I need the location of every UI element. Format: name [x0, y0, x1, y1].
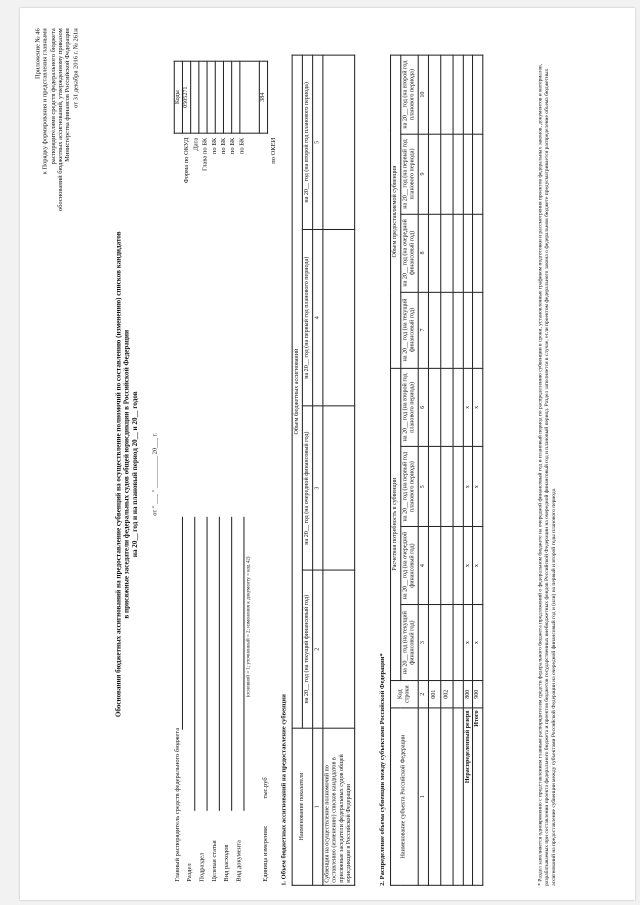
s1-cell: [323, 570, 355, 728]
x-mark: x: [463, 447, 473, 527]
appendix-line: распорядителями средств федерального бюджета: [49, 28, 57, 165]
s2-cell: [428, 292, 440, 368]
bk-label: по БК: [229, 137, 237, 155]
s2-cell: [453, 708, 463, 885]
s2-num: 10: [418, 55, 428, 134]
s2-num: 6: [418, 368, 428, 447]
s1-num: 5: [312, 55, 322, 229]
field-row: [174, 517, 183, 882]
s2-cell: [473, 292, 483, 368]
s2-cell: [440, 708, 452, 885]
okud-label: Форма по ОКУД: [182, 137, 191, 184]
s2-col-name: Наименование субъекта Российской Федерации: [391, 708, 418, 885]
s2-col-code: Код строки: [391, 681, 418, 708]
s2-cell: [428, 708, 440, 885]
date-label: Дата: [192, 137, 200, 151]
field-label: Вид расходов: [222, 844, 231, 882]
s2-num: 8: [418, 214, 428, 292]
s2-col7: на 20__ год (на текущий финансовый год): [401, 292, 418, 368]
s1-num: 4: [312, 230, 322, 406]
s2-cell: [473, 134, 483, 214]
field-row: [211, 517, 220, 882]
total-label: Итого: [473, 708, 483, 885]
s2-num: 3: [418, 605, 428, 681]
s2-col8: на 20__ год (на очередной финансовый год): [401, 214, 418, 292]
s2-cell: [453, 55, 463, 134]
s1-col5: на 20__ год (на второй год планового периода): [302, 55, 312, 229]
s2-cell: [428, 134, 440, 214]
total-code: 900: [473, 681, 483, 708]
title-line-3: на 20__ год и на плановый период 20__ и 20__ годов: [130, 391, 139, 558]
code-cell: [240, 61, 259, 133]
bk-label: по БК: [210, 137, 218, 155]
s2-group-need: Расчетная потребность в субвенции: [391, 368, 401, 681]
s2-cell: [473, 55, 483, 134]
s2-row-code: 002: [440, 681, 452, 708]
document-title: [114, 79, 139, 870]
s2-cell: [453, 681, 463, 708]
s2-cell: [440, 368, 452, 447]
codes-table: [174, 61, 268, 134]
section2-table: [390, 55, 484, 886]
s2-col5: на 20__ год (на первый год планового периода): [401, 447, 418, 527]
s2-cell: [473, 214, 483, 292]
s2-cell: [440, 134, 452, 214]
field-label: Целевая статья: [210, 840, 218, 882]
field-label: Вид документа: [235, 840, 243, 882]
x-mark: x: [463, 527, 473, 605]
x-mark: x: [463, 368, 473, 447]
s2-num: 9: [418, 134, 428, 214]
x-mark: x: [463, 605, 473, 681]
title-line-2: в присяжные заседатели федеральных судов общей юрисдикции в Российской Федерации: [122, 329, 131, 619]
codes-labels: [174, 138, 280, 229]
s2-cell: [440, 527, 452, 605]
s2-cell: [440, 292, 452, 368]
s2-cell: [440, 447, 452, 527]
appendix-line: к Порядку формирования и представления главными: [41, 28, 50, 175]
s1-col4: на 20__ год (на первый год планового периода): [302, 230, 312, 406]
bk-label: по БК: [238, 137, 246, 155]
okud-code: 0505271: [182, 61, 190, 133]
code-cell: [232, 61, 240, 133]
s2-cell: [428, 447, 440, 527]
appendix-line: Министерства финансов Российской Федерации: [64, 28, 72, 162]
bk-label: по БК: [219, 137, 228, 155]
date-line: от " ___ " __________ 20___ г.: [151, 432, 159, 516]
s2-num: 4: [418, 527, 428, 605]
footnote: * Раздел заполняется одновременно с представлением главным распорядителем средств федерального бюджета предложений о федеральном бюджете на очередной финансовый год и плановый период по распределению субвенции в сроки, установленные графиком подготовки и рассмотрения проектов федеральных законов, документов и материалов, разрабатываемых при составлении проекта федерального бюджета и проектов бюджетов государственных внебюджетных фондов Российской Федерации на очередной финансовый год и плановый период. Раздел заполняется в случае, если проектом федерального закона о федеральном бюджете предусматривается распределение объема бюджетных ассигнований на предоставление субвенции между субъектами Российской Федерации на очередной финансовый год и (или) на первый и второй годы планового периода.: [537, 63, 558, 886]
code-cell: [223, 61, 231, 133]
s2-cell: [428, 214, 440, 292]
code-cell: [199, 61, 207, 133]
s2-cell: [440, 214, 452, 292]
s1-num: 1: [312, 728, 322, 885]
s2-cell: [463, 214, 473, 292]
s1-col2: на 20__ год (на текущий финансовый год): [302, 570, 312, 728]
appendix-line: обоснований бюджетных ассигнований, утвержденному приказом: [56, 28, 65, 212]
s2-group-vol: Объем предоставляемой субвенции: [391, 55, 401, 368]
okei-code: 384: [259, 61, 267, 133]
section1-table: [292, 55, 355, 886]
field-row: [186, 517, 195, 882]
s2-num: 2: [418, 681, 428, 708]
s2-col4: на 20__ год (на очередной финансовый год): [401, 527, 418, 605]
doc-type-note: (основной = 1; уточненный = 2; изменения к документу = код 42): [246, 556, 252, 698]
s2-cell: [453, 527, 463, 605]
section1-heading: 1. Объем бюджетных ассигнований на предоставление субвенции: [280, 694, 288, 886]
x-mark: x: [473, 527, 483, 605]
s2-cell: [428, 368, 440, 447]
okei-label: по ОКЕИ: [270, 137, 278, 164]
s1-num: 3: [312, 406, 322, 570]
s2-col9: на 20__ год (на первый год планового периода): [401, 134, 418, 214]
s2-cell: [428, 605, 440, 681]
s2-col3: на 20__ год (на текущий финансовый год): [401, 605, 418, 681]
bk-label: Глава по БК: [201, 137, 209, 171]
unit-label: Единица измерения:: [261, 825, 270, 882]
scanned-page: [20, 8, 635, 900]
s1-cell: [323, 230, 355, 406]
title-line-1: Обоснования бюджетных ассигнований на предоставление субвенций на осуществление полномочий по составлению (изменению) списков кандидатов: [114, 231, 123, 718]
s1-group-header: Объем бюджетных ассигнований: [292, 55, 302, 728]
appendix-line: от 31 декабря 2016 г. № 261н: [72, 28, 80, 108]
field-row: [235, 517, 244, 882]
s1-col3: на 20__ год (на очередной финансовый год): [302, 406, 312, 570]
code-cell: [215, 61, 223, 133]
s2-cell: [453, 447, 463, 527]
s1-cell: [323, 55, 355, 229]
section2-heading: 2. Распределение объема субвенции между субъектами Российской Федерации*: [378, 653, 386, 886]
s2-cell: [453, 134, 463, 214]
s2-cell: [428, 527, 440, 605]
code-cell: [191, 61, 199, 133]
s2-num: 7: [418, 292, 428, 368]
x-mark: x: [473, 447, 483, 527]
s1-col-name: Наименование показателя: [292, 728, 312, 885]
s1-num: 2: [312, 570, 322, 728]
s2-col6: на 20__ год (на второй год планового периода): [401, 368, 418, 447]
field-label: Главный распорядитель средств федерального бюджета: [173, 727, 181, 882]
rotated-form: [20, 8, 635, 900]
code-cell: [207, 61, 215, 133]
s2-cell: [453, 292, 463, 368]
s1-row-text: Субвенция на осуществление полномочий по составлению (изменению) списков кандидатов в присяжные заседатели федеральных судов общей юрисдикции в Российской Федерации: [323, 728, 355, 885]
s1-cell: [323, 406, 355, 570]
unit-value: тыс.руб: [261, 777, 270, 799]
appendix-line: Приложение № 46: [34, 28, 42, 79]
x-mark: x: [473, 605, 483, 681]
field-label: Раздел: [186, 863, 194, 882]
s2-cell: [463, 55, 473, 134]
reserve-label: Нераспределенный резерв: [463, 708, 473, 885]
s2-cell: [453, 214, 463, 292]
field-row: [223, 517, 232, 882]
s2-cell: [440, 605, 452, 681]
s2-cell: [453, 605, 463, 681]
s2-cell: [440, 55, 452, 134]
appendix-block: [34, 28, 79, 332]
s2-num: 5: [418, 447, 428, 527]
s2-cell: [453, 368, 463, 447]
s2-cell: [463, 292, 473, 368]
s2-row-code: 001: [428, 681, 440, 708]
s2-cell: [428, 55, 440, 134]
codes-header: Коды: [174, 61, 182, 133]
field-row: [198, 517, 207, 882]
s2-col10: на 20__ год (на второй год планового периода): [401, 55, 418, 134]
reserve-code: 800: [463, 681, 473, 708]
s2-cell: [463, 134, 473, 214]
s2-num: 1: [418, 708, 428, 885]
x-mark: x: [473, 368, 483, 447]
field-label: Подраздел: [198, 852, 206, 882]
